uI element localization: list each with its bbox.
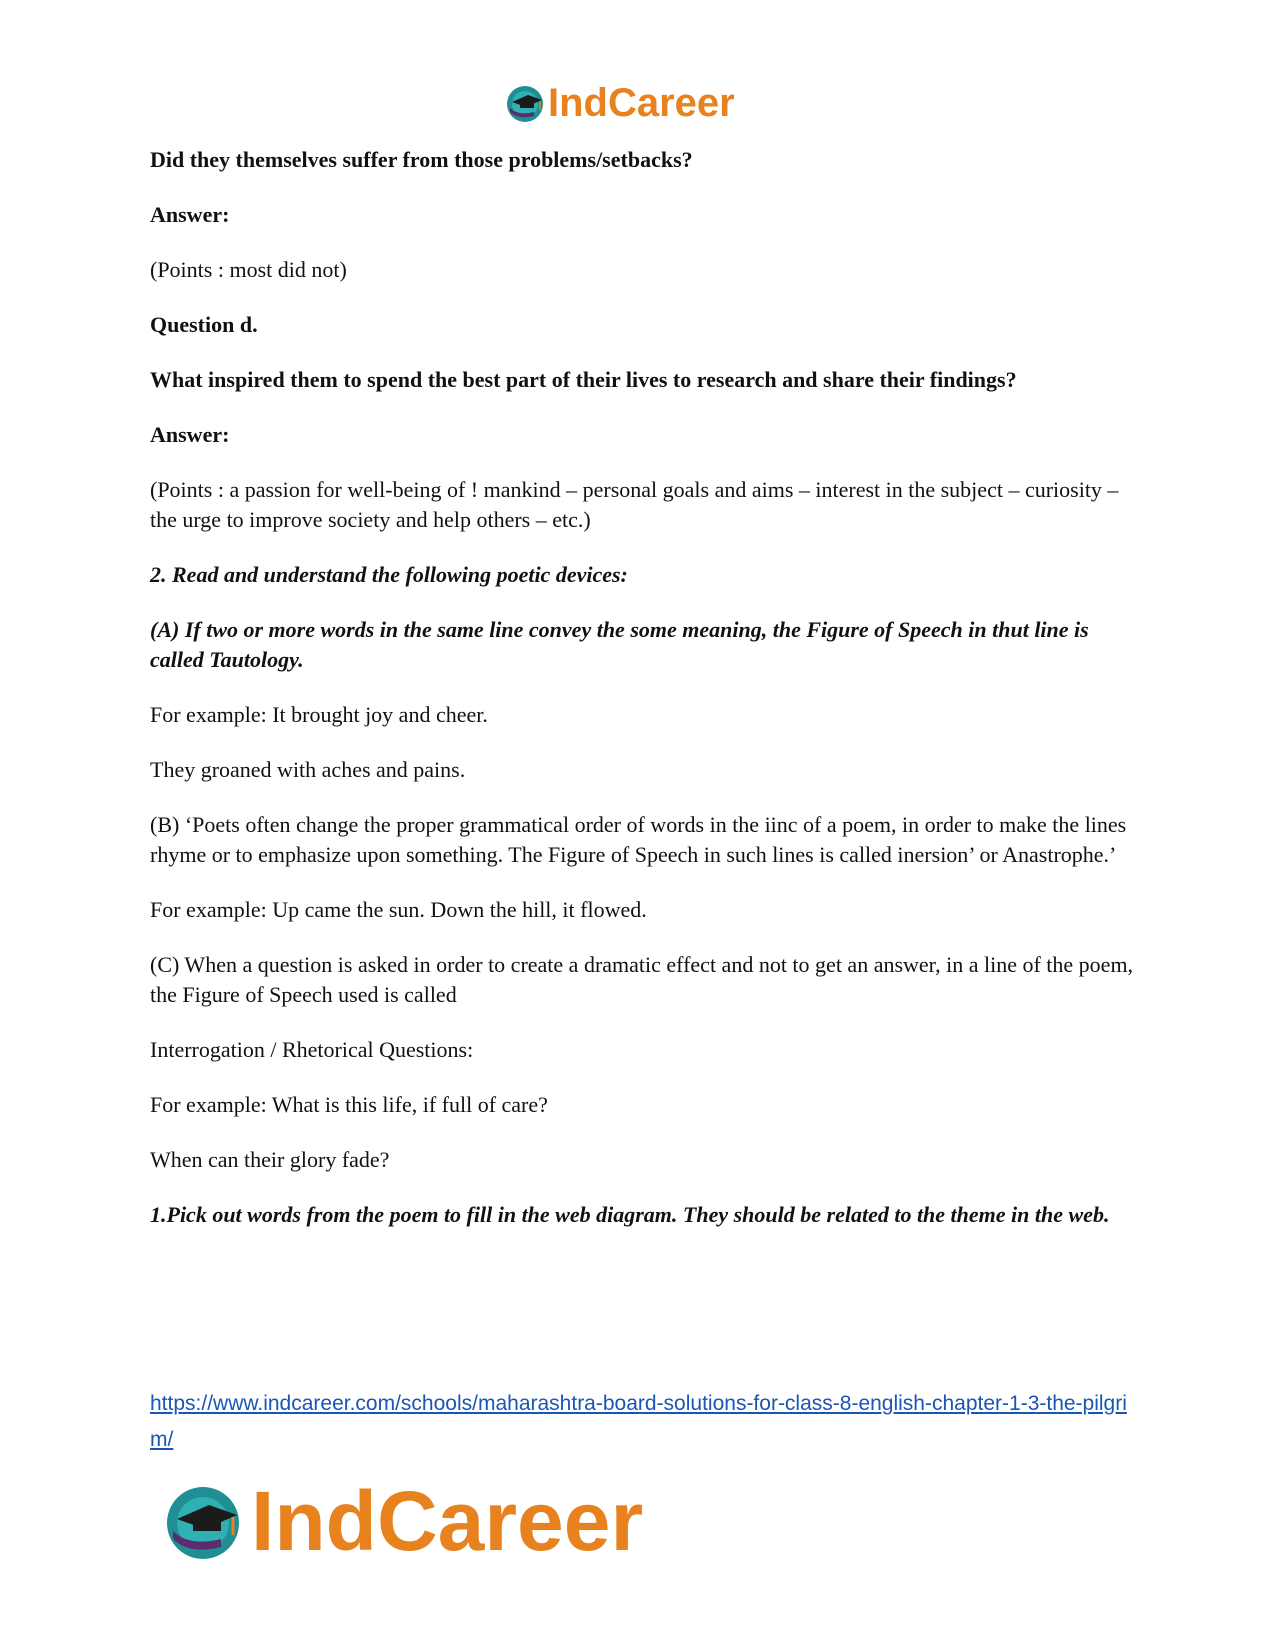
header-logo — [504, 80, 735, 126]
question-d-text: What inspired them to spend the best part of their lives to research and share their findings? — [150, 367, 1017, 392]
device-a-heading: (A) If two or more words in the same line convey the some meaning, the Figure of Speech in thut line is called Tautology. — [150, 617, 1089, 672]
device-b-example: For example: Up came the sun. Down the hill, it flowed. — [150, 897, 647, 922]
answer-label: Answer: — [150, 422, 230, 447]
graduation-cap-globe-icon — [504, 82, 546, 124]
logo-wordmark: IndCareer — [251, 1474, 644, 1568]
main-content — [150, 145, 1135, 1255]
question-c-continued: Did they themselves suffer from those problems/setbacks? — [150, 147, 693, 172]
logo-wordmark: IndCareer — [548, 81, 735, 125]
device-c-name: Interrogation / Rhetorical Questions: — [150, 1037, 474, 1062]
device-a-example: For example: It brought joy and cheer. — [150, 702, 488, 727]
answer-text: (Points : a passion for well-being of ! mankind – personal goals and aims – interest in the subject – curiosity – the urge to improve society and help others – etc.) — [150, 477, 1119, 532]
device-c-example: For example: What is this life, if full of care? — [150, 1092, 548, 1117]
footer-logo — [161, 1475, 643, 1567]
device-c-example: When can their glory fade? — [150, 1147, 390, 1172]
section-2-heading: 2. Read and understand the following poetic devices: — [150, 562, 628, 587]
question-d-label: Question d. — [150, 312, 258, 337]
device-a-example: They groaned with aches and pains. — [150, 757, 466, 782]
source-url-link[interactable]: https://www.indcareer.com/schools/maharashtra-board-solutions-for-class-8-english-chapter-1-3-the-pilgrim/ — [150, 1392, 1127, 1451]
task-1-heading: 1.Pick out words from the poem to fill in the web diagram. They should be related to the theme in the web. — [150, 1202, 1110, 1227]
answer-label: Answer: — [150, 202, 230, 227]
footer-link-block — [150, 1386, 1135, 1458]
graduation-cap-globe-icon — [161, 1479, 245, 1563]
answer-text: (Points : most did not) — [150, 257, 347, 282]
device-c-text: (C) When a question is asked in order to create a dramatic effect and not to get an answer, in a line of the poem, the Figure of Speech used is called — [150, 952, 1134, 1007]
device-b-text: (B) ‘Poets often change the proper grammatical order of words in the iinc of a poem, in order to make the lines rhyme or to emphasize upon something. The Figure of Speech in such lines is called inersion’ or Anastrophe.’ — [150, 812, 1127, 867]
